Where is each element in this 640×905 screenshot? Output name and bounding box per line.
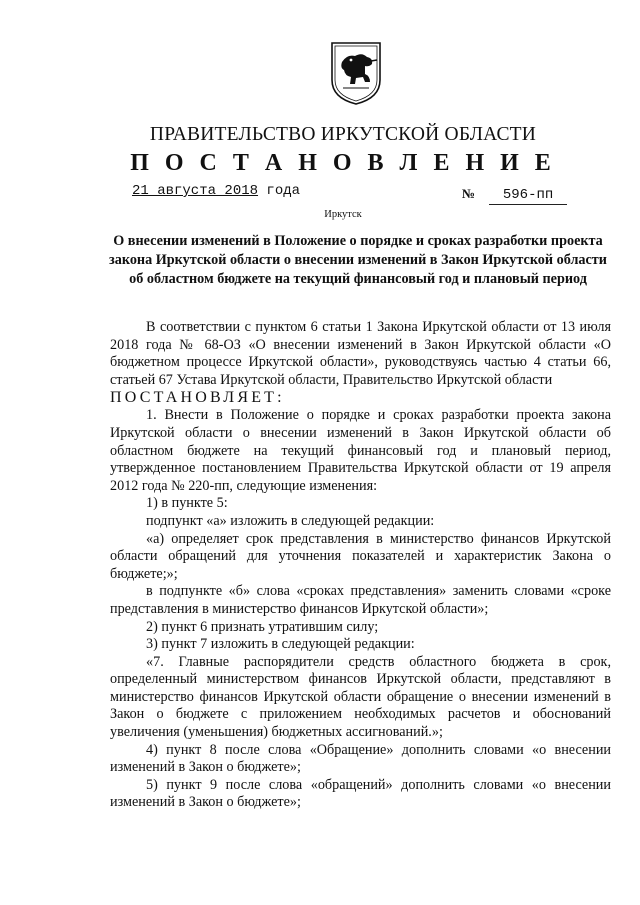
paragraph: 4) пункт 8 после слова «Обращение» дополнить словами «о внесении изменений в Закон о бюджете»;: [110, 741, 611, 776]
number-sign: №: [462, 186, 476, 201]
paragraph: 1. Внести в Положение о порядке и сроках разработки проекта закона Иркутской области о внесении изменений в Закон Иркутской области об областном бюджете на текущий финансовый год и плановый период, утвержденное постановлением Правительства Иркутской области от 19 апреля 2012 года № 220-пп, следующие изменения:: [110, 407, 611, 494]
paragraph: 1) в пункте 5:: [146, 495, 228, 512]
document-body: [110, 319, 611, 812]
paragraph: 2) пункт 6 признать утратившим силу;: [146, 618, 379, 635]
document-type: П О С Т А Н О В Л Е Н И Е: [130, 150, 556, 176]
city: Иркутск: [324, 209, 362, 220]
preamble-paragraph: В соответствии с пунктом 6 статьи 1 Закона Иркутской области от 13 июля 2018 года № 68-ОЗ «О внесении изменений в Закон Иркутской области «О бюджетном процессе Иркутской области», руководствуясь частью 4 статьи 66, статьей 67 Устава Иркутской области, Правительство Иркутской области: [110, 319, 611, 388]
paragraph: 3) пункт 7 изложить в следующей редакции:: [146, 636, 415, 653]
paragraph: «7. Главные распорядители средств областного бюджета в срок, определенный министерством финансов Иркутской области, представляют в министерство финансов Иркутской области обращение о внесении изменений в Закон о бюджете с приложением необходимых расчетов и обоснований увеличения (уменьшения) бюджетных ассигнований.»;: [110, 653, 611, 741]
decree-number: 596-пп: [489, 187, 567, 205]
government-name: ПРАВИТЕЛЬСТВО ИРКУТСКОЙ ОБЛАСТИ: [149, 124, 537, 145]
decree-number-line: [462, 186, 567, 205]
paragraph: подпункт «а» изложить в следующей редакции:: [146, 512, 435, 529]
decree-date: 21 августа 2018: [132, 183, 259, 199]
resolves-heading: ПОСТАНОВЛЯЕТ:: [110, 389, 285, 407]
date-line: [132, 183, 300, 199]
paragraph: «а) определяет срок представления в министерство финансов Иркутской области обращений для уточнения показателей и характеристик Закона о бюджете;»;: [110, 530, 611, 582]
date-suffix: года: [258, 183, 301, 199]
document-title: О внесении изменений в Положение о порядке и сроках разработки проекта закона Иркутской области о внесении изменений в Закон Иркутской области об областном бюджете на текущий финансовый год и плановый период: [109, 233, 607, 287]
irkutsk-coat-of-arms-icon: [329, 40, 383, 106]
paragraph: 5) пункт 9 после слова «обращений» дополнить словами «о внесении изменений в Закон о бюджете»;: [110, 776, 611, 811]
paragraph: в подпункте «б» слова «сроках представления» заменить словами «сроке представления в министерство финансов Иркутской области»;: [110, 583, 611, 617]
